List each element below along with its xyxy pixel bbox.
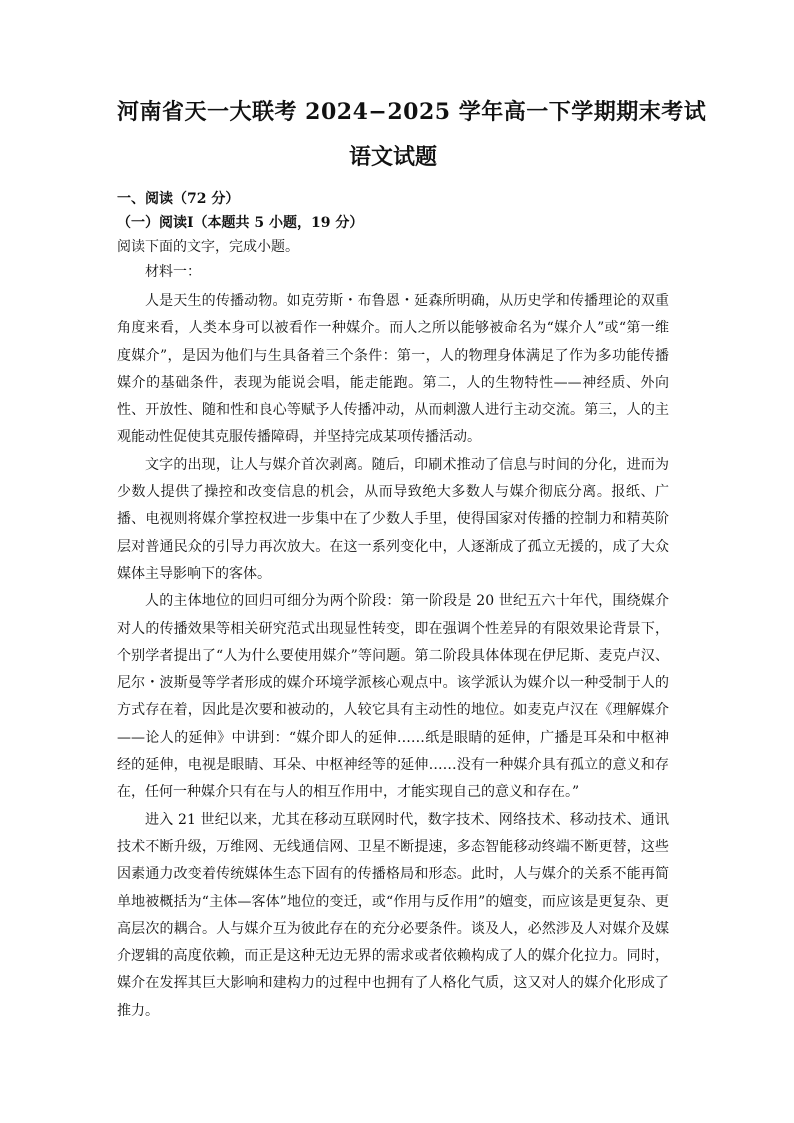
- body-paragraph: 进入 21 世纪以来，尤其在移动互联网时代，数字技术、网络技术、移动技术、通讯技术不断升级，万维网、无线通信网、卫星不断提速，多态智能移动终端不断更替，这些因素通力改变着传统媒体生态下固有的传播格局和形态。此时，人与媒介的关系不能再简单地被概括为“主体—客体”地位的变迁，或“作用与反作用”的嬗变，而应该是更复杂、更高层次的耦合。人与媒介互为彼此存在的充分必要条件。谈及人，必然涉及人对媒介及媒介逻辑的高度依赖，而正是这种无边无界的需求或者依赖构成了人的媒介化拉力。同时，媒介在发挥其巨大影响和建构力的过程中也拥有了人格化气质，这又对人的媒介化形成了推力。: [117, 811, 669, 1019]
- document-title: 河南省天一大联考 2024−2025 学年高一下学期期末考试: [117, 99, 707, 125]
- subsection-heading: （一）阅读Ⅰ（本题共 5 小题，19 分）: [117, 215, 364, 231]
- reading-instruction: 阅读下面的文字，完成小题。: [117, 239, 299, 255]
- body-paragraph: 人的主体地位的回归可细分为两个阶段：第一阶段是 20 世纪五六十年代，围绕媒介对人的传播效果等相关研究范式出现显性转变，即在强调个性差异的有限效果论背景下，个别学者提出了“人为什么要使用媒介”等问题。第二阶段具体体现在伊尼斯、麦克卢汉、尼尔・波斯曼等学者形成的媒介环境学派核心观点中。该学派认为媒介以一种受制于人的方式存在着，因此是次要和被动的，人较它具有主动性的地位。如麦克卢汉在《理解媒介——论人的延伸》中讲到：“媒介即人的延伸……纸是眼睛的延伸，广播是耳朵和中枢神经的延伸，电视是眼睛、耳朵、中枢神经等的延伸……没有一种媒介具有孤立的意义和存在，任何一种媒介只有在与人的相互作用中，才能实现自己的意义和存在。”: [117, 593, 669, 801]
- document-page: [117, 96, 707, 1025]
- document-subtitle: 语文试题: [348, 144, 437, 170]
- body-paragraph: 文字的出现，让人与媒介首次剥离。随后，印刷术推动了信息与时间的分化，进而为少数人提供了操控和改变信息的机会，从而导致绝大多数人与媒介彻底分离。报纸、广播、电视则将媒介掌控权进一步集中在了少数人手里，使得国家对传播的控制力和精英阶层对普通民众的引导力再次放大。在这一系列变化中，人逐渐成了孤立无援的，成了大众媒体主导影响下的客体。: [117, 456, 669, 582]
- body-paragraph: 人是天生的传播动物。如克劳斯・布鲁恩・延森所明确，从历史学和传播理论的双重角度来看，人类本身可以被看作一种媒介。而人之所以能够被命名为“媒介人”或“第一维度媒介”，是因为他们与生具备着三个条件：第一，人的物理身体满足了作为多功能传播媒介的基础条件，表现为能说会唱，能走能跑。第二，人的生物特性——神经质、外向性、开放性、随和性和良心等赋予人传播冲动，从而刺激人进行主动交流。第三，人的主观能动性促使其克服传播障碍，并坚持完成某项传播活动。: [117, 293, 669, 446]
- material-label: 材料一：: [145, 264, 201, 280]
- section-heading: 一、阅读（72 分）: [117, 191, 240, 207]
